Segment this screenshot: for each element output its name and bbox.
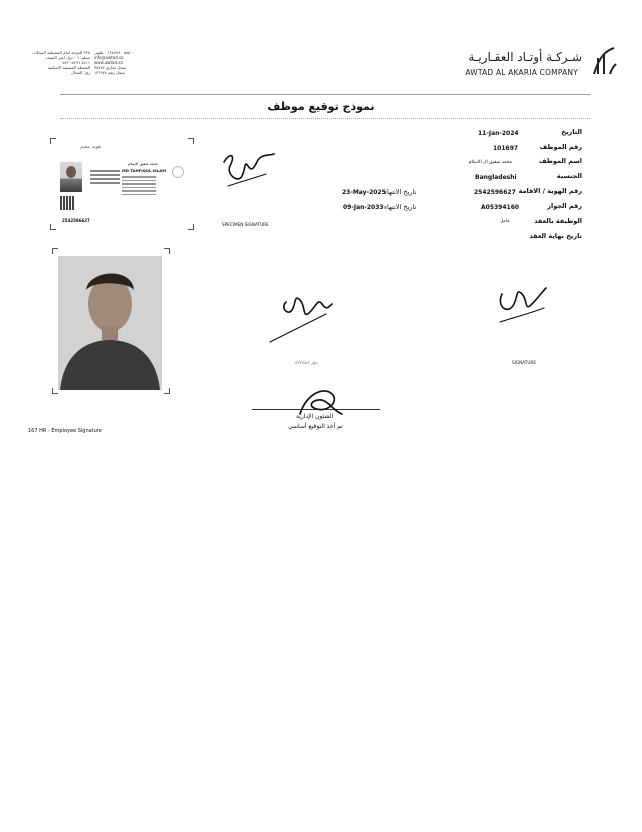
specimen-signature-image	[218, 148, 278, 192]
specimen-signature-box	[200, 140, 298, 227]
page-title: نموذج توقيع موظف	[267, 100, 375, 113]
id-card-detail-lines	[122, 174, 156, 197]
id-number-label: رقم الهوية / الاقامة	[518, 187, 582, 195]
id-card-emblem	[172, 166, 184, 178]
id-card-qr-code	[60, 196, 74, 210]
id-card-name-en: MD TAHFIQUL ISLAM	[122, 168, 167, 173]
address-block	[28, 50, 90, 75]
company-name-ar: شـركـة أوتـاد العقـاريـة	[468, 50, 582, 64]
passport-value: A05394160	[481, 204, 520, 211]
nationality-value: Bangladeshi	[475, 174, 517, 181]
address-line: ستلم: ٦ - دول امير الضيف	[45, 55, 90, 60]
employee-number-value: 101697	[493, 145, 519, 152]
employee-photo-frame	[52, 248, 170, 394]
contact-line: ٥٥٥٠٠ ١٣٤٧٨٩٠ : تلفون	[94, 50, 135, 55]
contact-line: info@awtad.sa	[94, 55, 124, 60]
contract-end-label: تاريخ نهاية العقد	[529, 232, 582, 240]
passport-expiry-label: تاريخ الانتهاء	[384, 203, 417, 211]
id-card-number: 2542596627	[62, 218, 90, 223]
signature-caption: SIGNATURE	[512, 360, 536, 365]
awtad-logo-mark	[590, 44, 618, 78]
header-divider	[60, 94, 590, 95]
specimen-signature-caption: SPECIMEN SIGNATURE	[222, 222, 269, 227]
id-card	[50, 138, 194, 230]
id-card-header: هوية مقيم	[80, 144, 101, 150]
id-card-name-ar: محمد شفيق الإسلام	[128, 162, 158, 166]
contact-block	[94, 50, 140, 75]
date-value: 11-Jan-2024	[478, 130, 519, 137]
contact-line: سجل رقم ١٢٦٩٧٨	[94, 70, 125, 75]
passport-label: رقم الجواز	[547, 202, 582, 210]
employee-photo	[58, 256, 162, 390]
job-title-label: الوظيفة بالعقد	[534, 217, 582, 225]
passport-expiry-value: 09-Jan-2033	[343, 204, 384, 211]
employee-number-label: رقم الموظف	[539, 143, 582, 151]
form-code: 167 HR - Employee Signature	[28, 428, 102, 434]
id-card-photo	[60, 162, 82, 192]
job-title-value: عامل	[500, 219, 510, 224]
date-stamp-small: دوار ١٢/٢/٤٥٢	[294, 360, 318, 365]
employee-name-value: محمد شفيق ال الاسلام	[468, 160, 512, 165]
company-name-en: AWTAD AL AKARIA COMPANY	[465, 68, 578, 77]
id-expiry-value: 23-May-2025	[342, 189, 386, 196]
employee-signature-right	[494, 282, 550, 330]
address-line: المحطة المصنفة الاسكينة	[47, 65, 90, 70]
address-line: ري: المحال	[70, 70, 90, 75]
hr-department-caption: الشئون الإدارية	[296, 413, 334, 420]
company-logo	[590, 44, 618, 78]
id-expiry-label: تاريخ الانتهاء	[384, 188, 417, 196]
employee-portrait	[58, 256, 162, 390]
contact-line: سجل تجاري ٣٥٧٨٢	[94, 65, 127, 70]
address-line: ٥٤١١ ٥٢٩٦: ٥٢٢	[62, 60, 90, 65]
address-line: ٣٢٥ الدوحة امام المصطبة المحلات	[32, 50, 90, 55]
employee-signature-middle	[266, 290, 336, 346]
id-number-value: 2542596627	[474, 189, 516, 196]
employee-name-label: اسم الموظف	[539, 157, 582, 165]
title-underline	[60, 118, 590, 119]
id-card-details-ar	[90, 168, 120, 186]
basic-signature-caption: تم أخذ التوقيع أساسي	[288, 423, 343, 430]
date-label: التاريخ	[561, 128, 582, 136]
contact-line: www.awtad.sa	[94, 60, 123, 65]
nationality-label: الجنسية	[556, 172, 582, 180]
